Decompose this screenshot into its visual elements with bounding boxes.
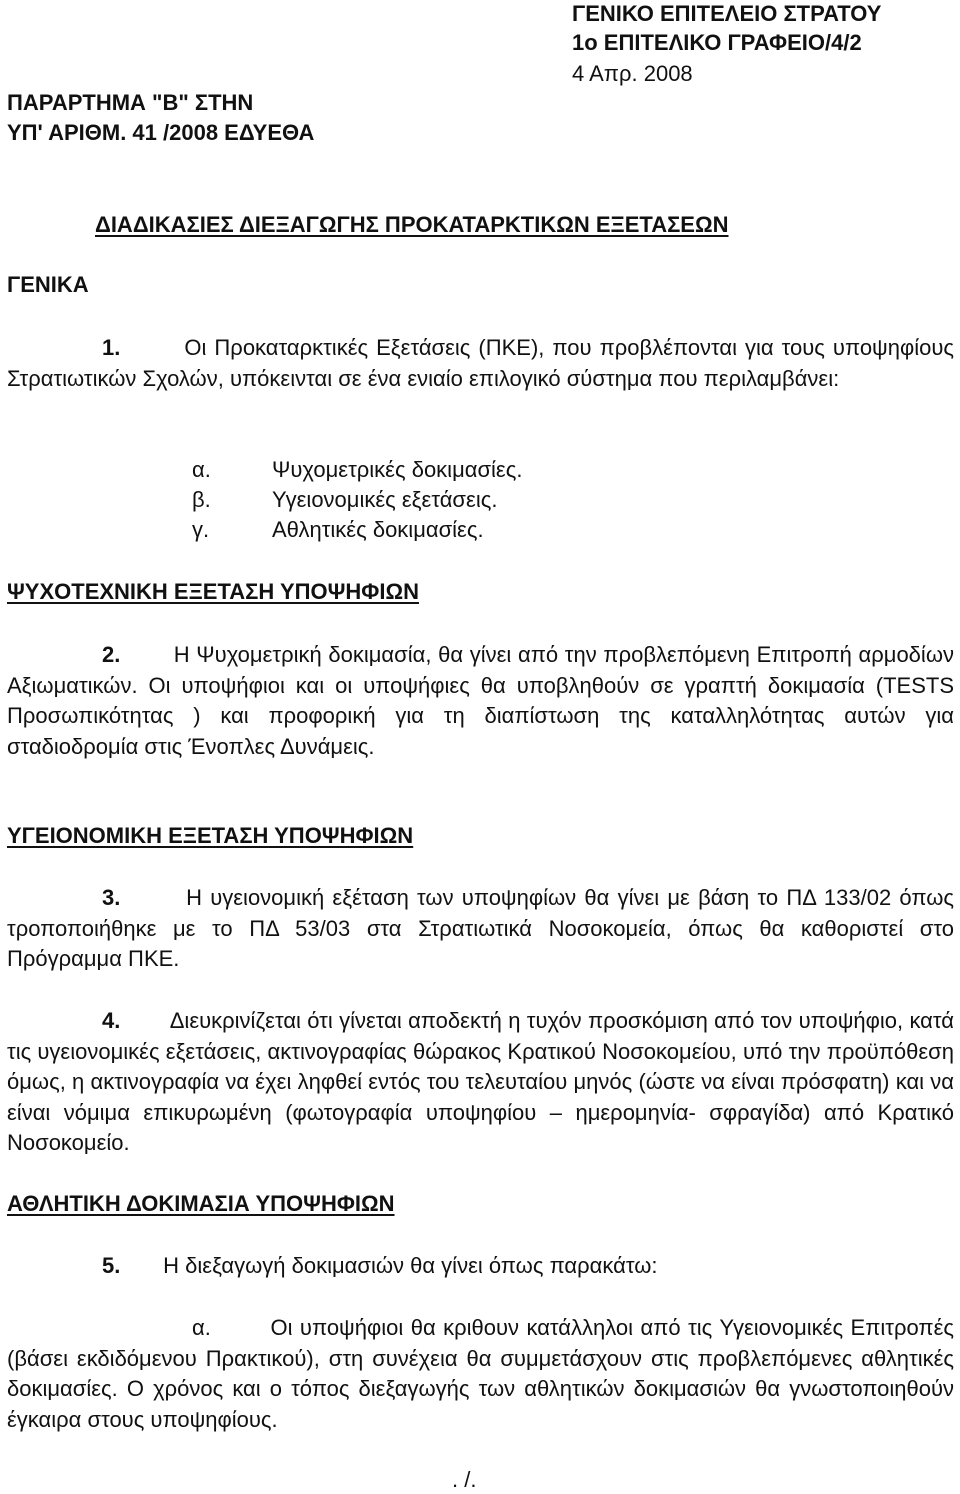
list-item-letter: β. — [192, 487, 211, 512]
paragraph-4-text: Διευκρινίζεται ότι γίνεται αποδεκτή η τυχόν προσκόμιση από τον υποψήφιο, κατά τις υγειονομικές εξετάσεις, ακτινογραφίας θώρακος Κρατικού Νοσοκομείου, υπό την προϋπόθεση όμως, η ακτινογραφία να έχει ληφθεί εντός του τελευταίου μηνός (ώστε να είναι πρόσφατη) και να είναι νόμιμα επικυρωμένη (φωτογραφία υποψηφίου – ημερομηνία- σφραγίδα) από Κρατικό Νοσοκομείο. — [7, 1008, 954, 1155]
paragraph-1-number: 1. — [102, 335, 121, 360]
athletic-section-heading: ΑΘΛΗΤΙΚΗ ΔΟΚΙΜΑΣΙΑ ΥΠΟΨΗΦΙΩΝ — [7, 1191, 395, 1216]
paragraph-5a — [7, 1313, 954, 1435]
paragraph-2 — [7, 640, 954, 762]
paragraph-4 — [7, 1006, 954, 1159]
paragraph-3-number: 3. — [102, 885, 121, 910]
document-title: ΔΙΑΔΙΚΑΣΙΕΣ ΔΙΕΞΑΓΩΓΗΣ ΠΡΟΚΑΤΑΡΚΤΙΚΩΝ ΕΞΕΤΑΣΕΩΝ — [95, 212, 729, 237]
annex-reference-line-1: ΠΑΡΑΡΤΗΜΑ "Β" ΣΤΗΝ — [7, 90, 254, 115]
health-section-heading: ΥΓΕΙΟΝΟΜΙΚΗ ΕΞΕΤΑΣΗ ΥΠΟΨΗΦΙΩΝ — [7, 823, 414, 848]
paragraph-4-number: 4. — [102, 1008, 121, 1033]
paragraph-3-text: Η υγειονομική εξέταση των υποψηφίων θα γίνει με βάση το ΠΔ 133/02 όπως τροποποιήθηκε με το ΠΔ 53/03 στα Στρατιωτικά Νοσοκομεία, όπως θα καθοριστεί στο Πρόγραμμα ΠΚΕ. — [7, 885, 954, 971]
paragraph-5a-text: Οι υποψήφιοι θα κριθουν κατάλληλοι από τις Υγειονομικές Επιτροπές (βάσει εκδιδόμενου Πρακτικού), στη συνέχεια θα συμμετάσχουν στις προβλεπόμενες αθλητικές δοκιμασίες. Ο χρόνος και ο τόπος διεξαγωγής των αθλητικών δοκιμασιών θα γνωστοποιηθούν έγκαιρα στους υποψηφίους. — [7, 1315, 954, 1432]
organization-line-2: 1ο ΕΠΙΤΕΛΙΚΟ ΓΡΑΦΕΙΟ/4/2 — [572, 30, 862, 55]
paragraph-3 — [7, 883, 954, 975]
paragraph-1-text: Οι Προκαταρκτικές Εξετάσεις (ΠΚΕ), που προβλέπονται για τους υποψηφίους Στρατιωτικών Σχολών, υπόκεινται σε ένα ενιαίο επιλογικό σύστημα που περιλαμβάνει: — [7, 335, 954, 391]
document-date: 4 Απρ. 2008 — [572, 61, 693, 86]
psychometric-section-heading: ΨΥΧΟΤΕΧΝΙΚΗ ΕΞΕΤΑΣΗ ΥΠΟΨΗΦΙΩΝ — [7, 579, 419, 604]
paragraph-5a-letter: α. — [192, 1315, 211, 1340]
paragraph-2-text: Η Ψυχομετρική δοκιμασία, θα γίνει από την προβλεπόμενη Επιτροπή αρμοδίων Αξιωματικών. Οι υποψήφιοι και οι υποψήφιες θα υποβληθούν σε γραπτή δοκιμασία (TESTS Προσωπικότητας ) και προφορική για τη διαπίστωση της καταλληλότητας αυτών για σταδιοδρομία στις Ένοπλες Δυνάμεις. — [7, 642, 954, 759]
paragraph-1 — [7, 333, 954, 394]
paragraph-5 — [102, 1252, 658, 1280]
paragraph-2-number: 2. — [102, 642, 121, 667]
page-continuation-marker: . /. — [452, 1467, 477, 1492]
paragraph-5-text: Η διεξαγωγή δοκιμασιών θα γίνει όπως παρακάτω: — [163, 1253, 658, 1278]
list-item-letter: γ. — [192, 517, 210, 542]
list-item-text: Αθλητικές δοκιμασίες. — [272, 517, 484, 542]
paragraph-5-number: 5. — [102, 1253, 121, 1278]
organization-line-1: ΓΕΝΙΚΟ ΕΠΙΤΕΛΕΙΟ ΣΤΡΑΤΟΥ — [572, 1, 882, 26]
annex-reference-line-2: ΥΠ' ΑΡΙΘΜ. 41 /2008 ΕΔΥΕΘΑ — [7, 120, 315, 145]
general-heading: ΓΕΝΙΚΑ — [7, 272, 89, 297]
list-item-text: Υγειονομικές εξετάσεις. — [272, 487, 498, 512]
list-item-text: Ψυχομετρικές δοκιμασίες. — [272, 457, 523, 482]
list-item-letter: α. — [192, 457, 211, 482]
